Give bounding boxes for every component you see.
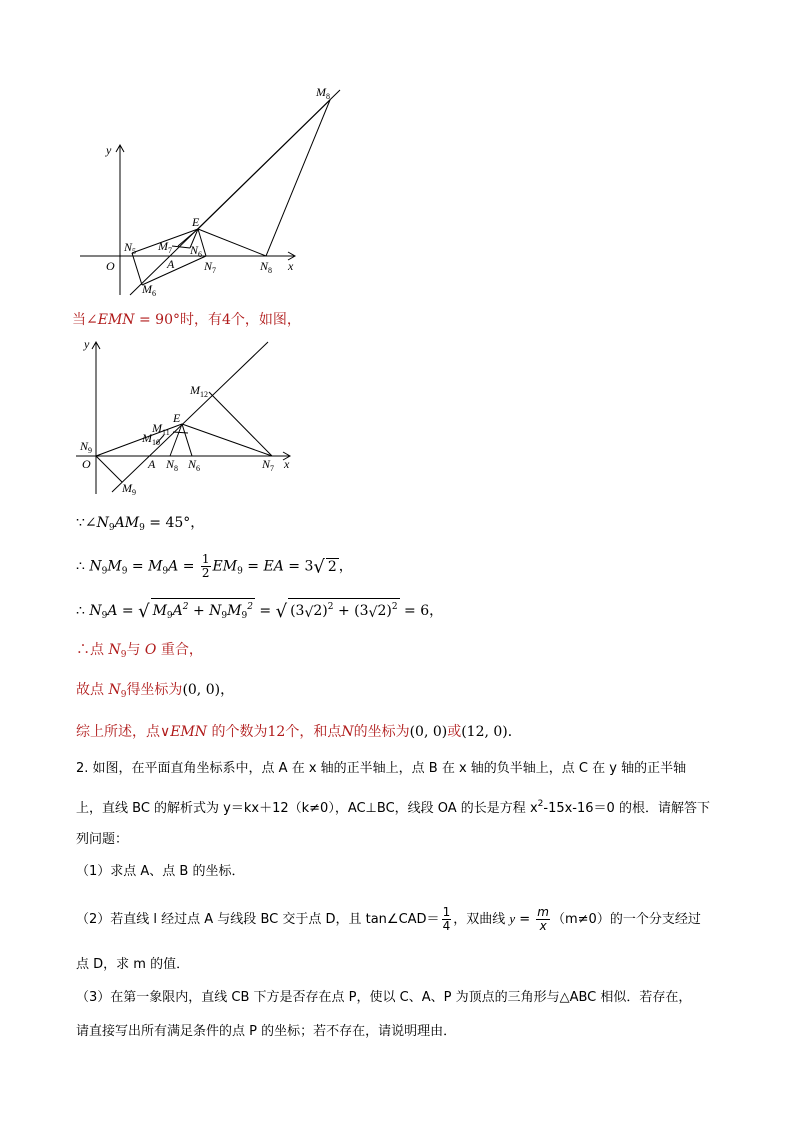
fraction-half: $\frac{1}{2}$	[201, 552, 210, 580]
fig2-label-n8: $N_8$	[166, 457, 179, 473]
problem2-line3: 列问题：	[76, 832, 129, 847]
fig1-label-e: E	[192, 215, 200, 229]
fig1-label-n7: $N_7$	[204, 259, 217, 275]
fig1-label-x: x	[288, 259, 294, 273]
fig2-label-m12: $M_{12}$	[190, 383, 208, 399]
fig2-label-n9: $N_9$	[80, 439, 93, 455]
fig2-label-n6: $N_6$	[188, 457, 201, 473]
math-line-nm-ma: ∴ $N_9M_9 = M_9A$ = $\frac{1}{2}$ $EM_9$ = EA = 3√ 2 ，	[76, 552, 353, 580]
fig1-label-m6: $M_6$	[142, 282, 156, 298]
fig1-label-m7: $M_7$	[158, 239, 172, 255]
figure-1	[70, 80, 360, 305]
math-line-n9a: ∴ $N_9A$ = √ $M_9A^2 + N_9M_9^2$ = √ $(3√2)^2 + (3√2)^2 = 6$，	[76, 598, 443, 626]
fig2-label-m9: $M_9$	[122, 481, 136, 497]
fig2-label-y: y	[84, 337, 90, 351]
fig2-label-m11: $M_{11}$	[152, 421, 170, 437]
math-line-angle-45: $\because\angle N_9AM_9 = 45^\circ$，	[76, 515, 205, 533]
fig2-label-e: E	[173, 411, 181, 425]
math-line-summary: 综上所述，点∨EMN 的个数为12个，和点N的坐标为(0, 0)或(12, 0)．	[76, 724, 522, 740]
fig1-label-n8: $N_8$	[260, 259, 273, 275]
text-emn-90: 当∠EMN = 90°时，有4个，如图，	[72, 312, 301, 328]
fig1-label-a: A	[167, 257, 175, 271]
fig1-label-n5: $N_5$	[124, 240, 137, 256]
fig1-label-m8: $M_8$	[316, 85, 330, 101]
fraction-quarter: $\frac{1}{4}$	[442, 905, 451, 933]
figure-2	[72, 332, 312, 500]
fig1-label-y: y	[106, 143, 112, 157]
question-1: （1）求点 A、点 B 的坐标．	[76, 864, 245, 879]
question-2-cont: 点 D，求 m 的值．	[76, 957, 190, 972]
fig2-label-m10: $M_{10}$	[142, 431, 160, 447]
question-3: （3）在第一象限内，直线 CB 下方是否存在点 P，使以 C、A、P 为顶点的三角形与△ABC 相似．若存在，	[76, 990, 692, 1005]
fraction-m-over-x: $\frac{m}{x}$	[537, 905, 549, 933]
fig2-label-x: x	[284, 457, 290, 471]
problem2-line2: 上，直线 BC 的解析式为 y＝kx＋12（k≠0），AC⊥BC，线段 OA 的长是方程 $x^2-15x-16=0$ 的根．请解答下	[76, 799, 710, 816]
math-line-n9-coord: 故点 $N_9$得坐标为(0, 0)，	[76, 682, 235, 700]
question-2: （2）若直线 l 经过点 A 与线段 BC 交于点 D，且 tan∠CAD＝ $\frac{1}{4}$ ，双曲线 y = $\frac{m}{x}$ （m≠0）的一个分支经过	[76, 905, 701, 933]
fig2-label-o: O	[82, 457, 91, 471]
fig1-label-n6: $N_6$	[190, 243, 203, 259]
fig2-label-n7: $N_7$	[262, 457, 275, 473]
problem2-line1: 2. 如图，在平面直角坐标系中，点 A 在 x 轴的正半轴上，点 B 在 x 轴的负半轴上，点 C 在 y 轴的正半轴	[76, 761, 687, 776]
math-line-coincide: ∴点 $N_9$与 O 重合，	[76, 642, 203, 660]
fig2-label-a: A	[148, 457, 156, 471]
question-3-cont: 请直接写出所有满足条件的点 P 的坐标；若不存在，请说明理由．	[76, 1024, 457, 1039]
fig1-label-o: O	[106, 259, 115, 273]
